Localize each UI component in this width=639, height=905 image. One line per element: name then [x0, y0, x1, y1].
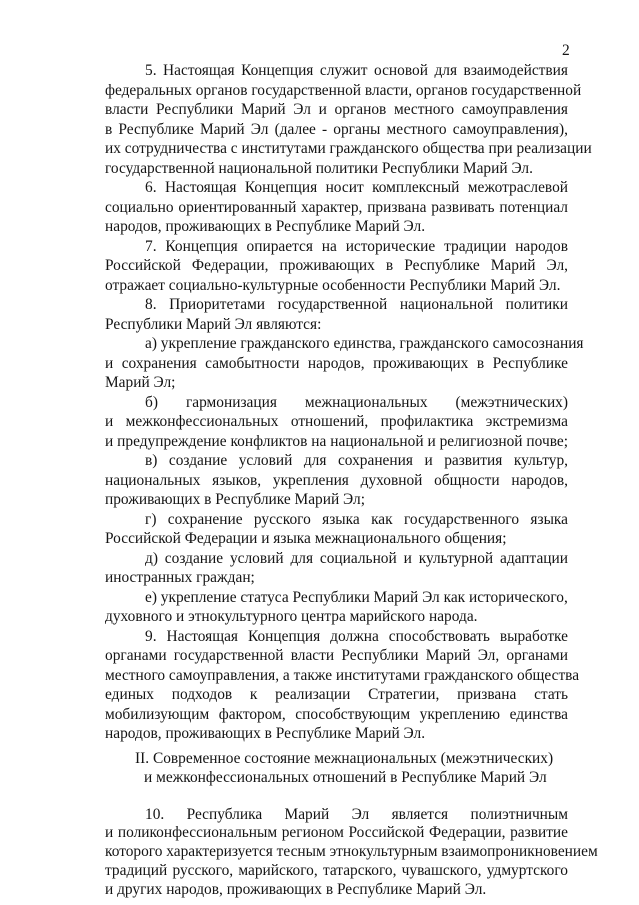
paragraph-5-line-2: федеральных органов государственной власти, органов государственной — [105, 82, 582, 99]
paragraph-6-line-2: социально ориентированный характер, призвана развивать потенциал — [105, 199, 568, 216]
section-heading-line-2: и межконфессиональных отношений в Республике Марий Эл — [144, 769, 547, 786]
paragraph-7-line-1: 7. Концепция опирается на исторические традиции народов — [145, 238, 568, 255]
list-item-v-line-1: в) создание условий для сохранения и развития культур, — [145, 452, 568, 469]
paragraph-10-line-4: традиций русского, марийского, татарского, чувашского, удмуртского — [105, 862, 568, 879]
paragraph-5-line-5: их сотрудничества с институтами гражданского общества при реализации — [105, 140, 592, 157]
section-heading-line-1: II. Современное состояние межнациональных (межэтнических) — [135, 750, 554, 767]
paragraph-7-line-2: Российской Федерации, проживающих в Республике Марий Эл, — [105, 257, 568, 274]
paragraph-10-line-3: которого характеризуется тесным этнокультурным взаимопроникновением — [105, 843, 598, 860]
list-item-a-line-2: и сохранения самобытности народов, проживающих в Республике — [105, 355, 568, 372]
paragraph-10-line-1: 10. Республика Марий Эл является полиэтничным — [145, 806, 568, 823]
list-item-e-line-2: духовного и этнокультурного центра марийского народа. — [105, 608, 478, 625]
paragraph-9-line-2: органами государственной власти Республики Марий Эл, органами — [105, 647, 568, 664]
paragraph-5-line-3: власти Республики Марий Эл и органов местного самоуправления — [105, 101, 568, 118]
list-item-b-line-3: и предупреждение конфликтов на национальной и религиозной почве; — [105, 433, 568, 450]
list-item-a-line-3: Марий Эл; — [105, 374, 176, 391]
list-item-a-line-1: а) укрепление гражданского единства, гражданского самосознания — [145, 335, 584, 352]
paragraph-9-line-6: народов, проживающих в Республике Марий Эл. — [105, 725, 426, 742]
paragraph-9-line-3: местного самоуправления, а также институтами гражданского общества — [105, 667, 580, 684]
paragraph-7-line-3: отражает социально-культурные особенности Республики Марий Эл. — [105, 277, 561, 294]
paragraph-9-line-1: 9. Настоящая Концепция должна способствовать выработке — [145, 628, 568, 645]
paragraph-9-line-5: мобилизующим фактором, способствующим укреплению единства — [105, 706, 568, 723]
list-item-b-line-1: б) гармонизация межнациональных (межэтнических) — [145, 394, 568, 411]
paragraph-6-line-3: народов, проживающих в Республике Марий Эл. — [105, 218, 426, 235]
paragraph-10-line-5: и других народов, проживающих в Республике Марий Эл. — [105, 881, 487, 898]
paragraph-5-line-6: государственной национальной политики Республики Марий Эл. — [105, 160, 533, 177]
paragraph-8-line-1: 8. Приоритетами государственной национальной политики — [145, 296, 568, 313]
list-item-d-line-1: д) создание условий для социальной и культурной адаптации — [145, 550, 568, 567]
paragraph-5-line-1: 5. Настоящая Концепция служит основой для взаимодействия — [145, 62, 568, 79]
paragraph-8-line-2: Республики Марий Эл являются: — [105, 316, 322, 333]
page-number: 2 — [562, 42, 570, 59]
list-item-g-line-1: г) сохранение русского языка как государственного языка — [145, 511, 568, 528]
list-item-d-line-2: иностранных граждан; — [105, 569, 255, 586]
paragraph-9-line-4: единых подходов к реализации Стратегии, призвана стать — [105, 686, 568, 703]
paragraph-6-line-1: 6. Настоящая Концепция носит комплексный межотраслевой — [145, 179, 568, 196]
list-item-v-line-2: национальных языков, укрепления духовной общности народов, — [105, 472, 568, 489]
list-item-e-line-1: е) укрепление статуса Республики Марий Эл как исторического, — [145, 589, 568, 606]
list-item-g-line-2: Российской Федерации и языка межнационального общения; — [105, 530, 507, 547]
paragraph-10-line-2: и поликонфессиональным регионом Российской Федерации, развитие — [105, 824, 568, 841]
list-item-v-line-3: проживающих в Республике Марий Эл; — [105, 491, 365, 508]
list-item-b-line-2: и межконфессиональных отношений, профилактика экстремизма — [105, 413, 568, 430]
paragraph-5-line-4: в Республике Марий Эл (далее - органы местного самоуправления), — [105, 121, 568, 138]
